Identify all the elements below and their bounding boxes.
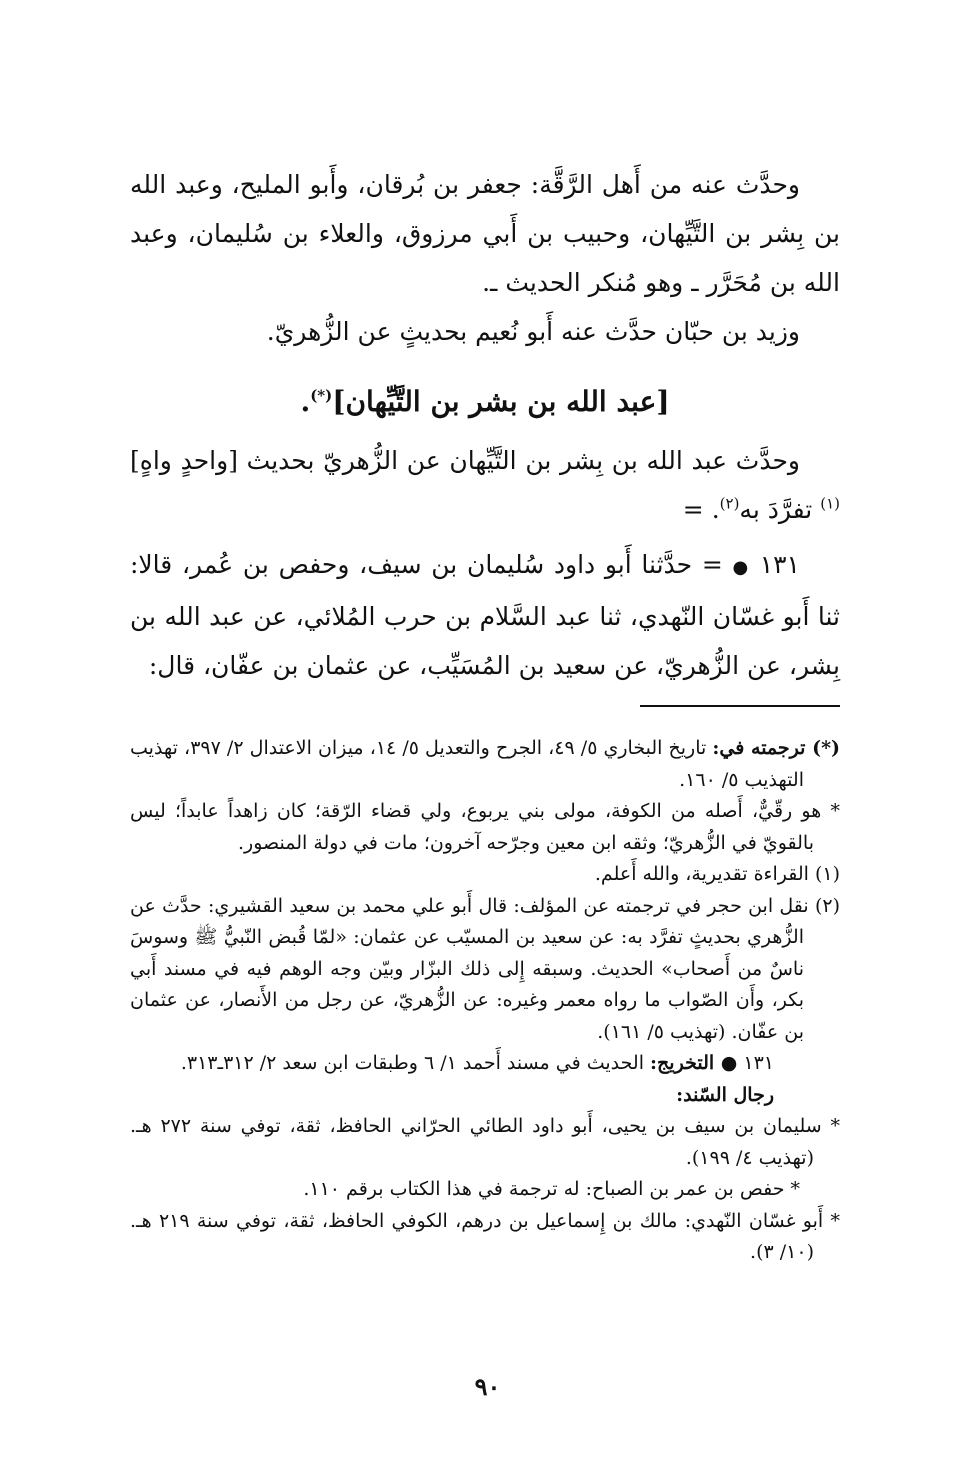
takhrij-line <box>130 1048 840 1080</box>
footnote-separator <box>640 705 840 707</box>
takhrij-label: التخريج: <box>650 1052 721 1074</box>
narrator-hafs: * حفص بن عمر بن الصباح: له ترجمة في هذا الكتاب برقم ١١٠. <box>303 1178 800 1200</box>
paragraph-single-hadith <box>130 436 840 534</box>
main-text <box>130 160 840 690</box>
takhrij-number: ١٣١ ● <box>720 1052 774 1074</box>
footnote-star-text: تاريخ البخاري ٥/ ٤٩، الجرح والتعديل ٥/ ١٤، ميزان الاعتدال ٢/ ٣٩٧، تهذيب التهذيب ٥/ ١٦٠. <box>130 737 804 791</box>
footnote-1: (١) القراءة تقديرية، والله أَعلم. <box>594 863 840 885</box>
page-number: ٩٠ <box>474 1372 501 1401</box>
footnote-star <box>130 733 840 796</box>
heading-text: [عبد الله بن بشر بن التَّيِّهان] <box>332 385 670 418</box>
heading-period: . <box>300 385 311 418</box>
footnote-2: (٢) نقل ابن حجر في ترجمته عن المؤلف: قال أَبو علي محمد بن سعيد القشيري: حدَّث عن الزُّهري بحديثٍ تفرَّد به: عن سعيد بن المسيّب عن عثمان: «لمّا قُبض النّبيُّ ﷺ وسوسَ ناسٌ من أَصحاب» الحديث. وسبقه إِلى ذلك البزّار وبيّن وجه الوهم فيه في مسند أَبي بكر، وأَن الصّواب ما رواه معمر وغيره: عن الزُّهريّ، عن رجل من الأَنصار، عن عثمان بن عفّان. (تهذيب ٥/ ١٦١). <box>130 894 840 1043</box>
bullet-icon: ● <box>732 557 750 578</box>
paragraph-raqqa-narrators: وحدَّث عنه من أَهل الرَّقَّة: جعفر بن بُرقان، وأَبو المليح، وعبد الله بن بِشر بن التَّيِّهان، وحبيب بن أَبي مرزوق، والعلاء بن سُليمان، وعبد الله بن مُحَرَّر ـ وهو مُنكر الحديث ـ. <box>130 170 840 297</box>
hadith-131 <box>130 540 840 690</box>
paragraph-text: تفرَّدَ به <box>739 495 821 524</box>
heading-note-mark: (*) <box>310 386 333 405</box>
hadith-text: = حدَّثنا أَبو داود سُليمان بن سيف، وحفص بن عُمر، قالا: ثنا أَبو غسّان النّهدي، ثنا عبد السَّلام بن حرب المُلائي، عن عبد الله بن بِشر، عن الزُّهريّ، عن سعيد بن المُسَيِّب، عن عثمان بن عفّان، قال: <box>130 550 840 680</box>
footnote-star-bio: * هو رقّيٌّ، أَصله من الكوفة، مولى بني يربوع، ولي قضاء الرّقة؛ كان زاهداً عابداً؛ ليس بالقويّ في الزُّهريّ؛ وثقه ابن معين وجرّحه آخرون؛ مات في دولة المنصور. <box>130 800 840 854</box>
footnotes <box>130 733 840 1269</box>
narrator-abu-ghassan: * أَبو غسّان النّهدي: مالك بن إِسماعيل بن درهم، الكوفي الحافظ، ثقة، توفي سنة ٢١٩ هـ. (١٠/ ٣). <box>130 1209 840 1263</box>
paragraph-zayd-ibn-hibban: وزيد بن حبّان حدَّث عنه أَبو نُعيم بحديثٍ عن الزُّهريّ. <box>266 317 800 346</box>
section-heading <box>130 376 840 428</box>
paragraph-text: . = <box>682 495 720 524</box>
footnote-star-label: (*) ترجمته في: <box>712 737 841 759</box>
footnote-ref-1: (١) <box>820 494 840 513</box>
hadith-number: ١٣١ <box>759 550 800 579</box>
narrator-sulayman: * سليمان بن سيف بن يحيى، أَبو داود الطائي الحرّاني الحافظ، ثقة، توفي سنة ٢٧٢ هـ. (تهذيب ٤/ ١٩٩). <box>130 1115 840 1169</box>
footnote-ref-2: (٢) <box>719 494 740 513</box>
rijal-heading: رجال السّند: <box>676 1083 774 1106</box>
takhrij-text: الحديث في مسند أَحمد ١/ ٦ وطبقات ابن سعد ٢/ ٣١٢ـ٣١٣. <box>180 1052 651 1074</box>
paragraph-text: وحدَّث عبد الله بن بِشر بن التَّيِّهان عن الزُّهريّ بحديث [واحدٍ واهٍ] <box>130 446 800 475</box>
